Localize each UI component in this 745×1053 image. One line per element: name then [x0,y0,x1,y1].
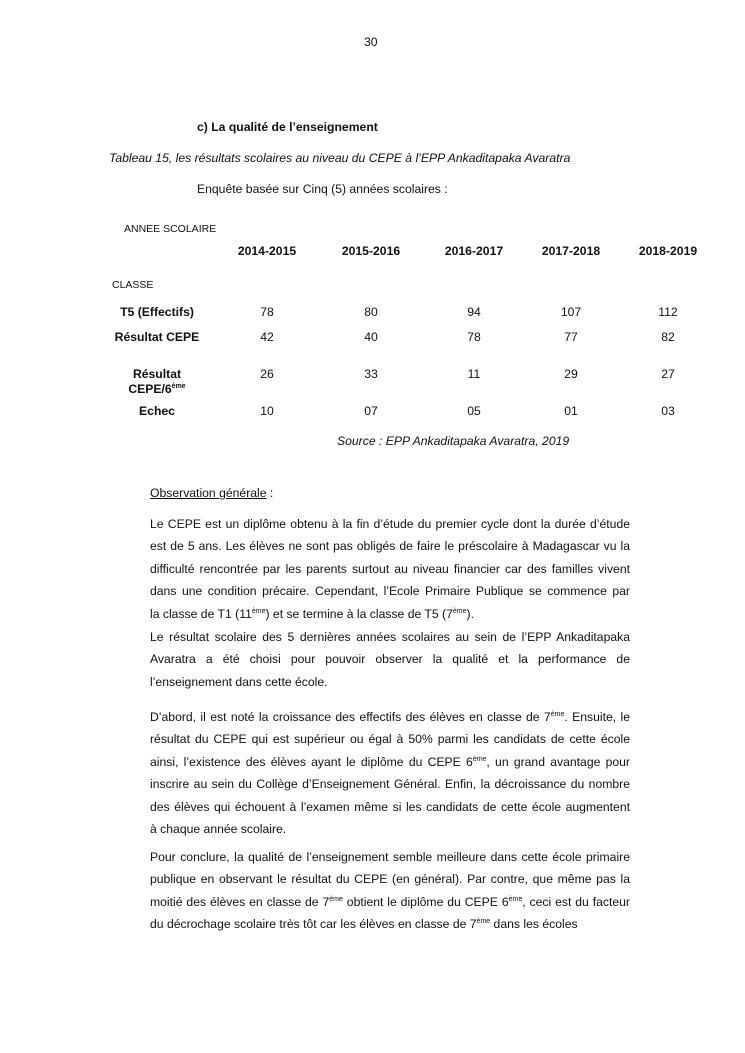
table-cell: 107 [560,305,582,319]
superscript: ème [550,711,565,718]
superscript: ème [251,607,266,615]
table-source: Source : EPP Ankaditapaka Avaratra, 2019 [337,434,570,448]
superscript: ème [476,918,491,926]
paragraph-line [150,754,630,770]
text-segment: Le résultat scolaire des 5 dernières années scolaires au sein de l’EPP Ankaditapaka [150,630,630,644]
text-segment: moitié des élèves en classe de 7 [150,894,330,909]
table-cell: 07 [364,404,378,418]
text-segment: ainsi, l’existence des élèves ayant le diplôme du CEPE 6 [150,754,473,769]
text-segment: résultat du CEPE qui est supérieur ou égal à 50% parmi les candidats de cette école [150,732,630,747]
text-segment: publique en observant le résultat du CEPE (en général). Par contre, que même pas la [150,872,630,887]
row-label-superscript: ème [171,383,186,390]
paragraph-line [150,894,630,910]
page-number: 30 [364,35,378,49]
column-header: 2016-2017 [444,244,504,258]
row-label [102,367,212,397]
text-segment: . Ensuite, le [564,710,630,724]
text-segment: à chaque année scolaire. [150,822,287,836]
text-segment: ). [466,606,474,621]
text-segment: obtient le diplôme du CEPE 6 [342,894,509,909]
text-segment: Le CEPE est un diplôme obtenu à la fin d’étude du premier cycle dont la durée d’étude [150,517,630,531]
text-segment: D’abord, il est noté la croissance des effectifs des élèves en classe de 7 [150,710,551,724]
observation-heading-text: Observation générale [150,486,267,500]
table-cell: 77 [564,330,578,344]
superscript: ème [452,607,467,615]
superscript: ème [329,895,343,903]
text-segment: la classe de T1 (11 [150,606,252,621]
row-label-text-2: CEPE/6 [128,382,172,396]
text-segment: dans une condition précaire. Cependant, l’Ecole Primaire Publique se commence par [150,584,630,599]
table-cell: 78 [260,305,274,319]
column-header: 2014-2015 [237,244,297,258]
text-segment: est de 5 ans. Les élèves ne sont pas obligés de faire le préscolaire à Madagascar vu la [150,539,630,554]
table-cell: 26 [260,367,274,381]
paragraph-line [150,561,630,577]
text-segment: Pour conclure, la qualité de l’enseignement semble meilleure dans cette école primaire [150,850,630,864]
column-header: 2018-2019 [638,244,698,258]
table-cell: 05 [467,404,481,418]
text-segment: ) et se termine à la classe de T5 (7 [265,606,453,621]
row-label [102,305,212,320]
table-cell: 112 [658,305,678,319]
column-header: 2017-2018 [541,244,601,258]
observation-heading [150,485,273,501]
row-label-text: T5 (Effectifs) [120,305,194,319]
text-segment: Avaratra a été choisi pour pouvoir observer la qualité et la performance de [150,652,630,667]
paragraph-line [150,871,630,887]
paragraph-line [150,821,630,837]
table-corner-year-label: ANNEE SCOLAIRE [124,223,217,235]
text-segment: l’enseignement dans cette école. [150,674,328,689]
paragraph-line [150,674,630,690]
paragraph-line [150,916,630,932]
paragraph-line [150,538,630,554]
table-cell: 42 [260,330,274,344]
observation-heading-suffix: : [266,486,274,500]
row-label [102,330,212,345]
table-caption: Tableau 15, les résultats scolaires au niveau du CEPE à l’EPP Ankaditapaka Avaratra [109,151,571,165]
table-cell: 27 [661,367,675,381]
table-cell: 01 [564,404,578,418]
table-cell: 33 [364,367,378,381]
table-cell: 80 [364,305,378,319]
table-cell: 82 [661,330,675,344]
superscript: ème [508,895,523,903]
text-segment: dans les écoles [490,917,578,932]
paragraph-line [150,629,630,645]
paragraph-line [150,799,630,815]
text-segment: difficulté rencontrée par les parents surtout au niveau financier car des familles vivent [150,561,630,576]
table-cell: 94 [467,305,481,319]
table-cell: 03 [661,404,675,418]
survey-note: Enquête basée sur Cinq (5) années scolaires : [197,182,448,196]
superscript: ème [472,755,487,763]
table-cell: 40 [364,330,378,344]
paragraph-line [150,651,630,667]
paragraph-line [150,849,630,865]
column-header: 2015-2016 [341,244,401,258]
text-segment: , un grand avantage pour [486,754,630,769]
paragraph-line [150,606,630,622]
table-cell: 78 [467,330,481,344]
paragraph-line [150,583,630,599]
table-cell: 29 [564,367,578,381]
paragraph-line [150,776,630,792]
table-cell: 11 [467,367,481,381]
row-label-text: Résultat [132,367,182,381]
paragraph-line [150,731,630,747]
row-label [102,404,212,419]
paragraph-line [150,516,630,532]
text-segment: du décrochage scolaire très tôt car les élèves en classe de 7 [150,917,477,932]
text-segment: des élèves qui échouent à l’examen même si les candidats de cette école augmentent [150,799,630,814]
row-label-text: Résultat CEPE [114,330,200,344]
paragraph-line [150,709,630,725]
table-cell: 10 [260,404,274,418]
text-segment: inscrire au sein du Collège d’Enseignement Général. Enfin, la décroissance du nombre [150,777,630,792]
table-corner-class-label: CLASSE [112,279,154,291]
row-label-text: Echec [139,404,175,418]
section-title: c) La qualité de l’enseignement [197,120,378,134]
text-segment: , ceci est du facteur [522,894,630,909]
